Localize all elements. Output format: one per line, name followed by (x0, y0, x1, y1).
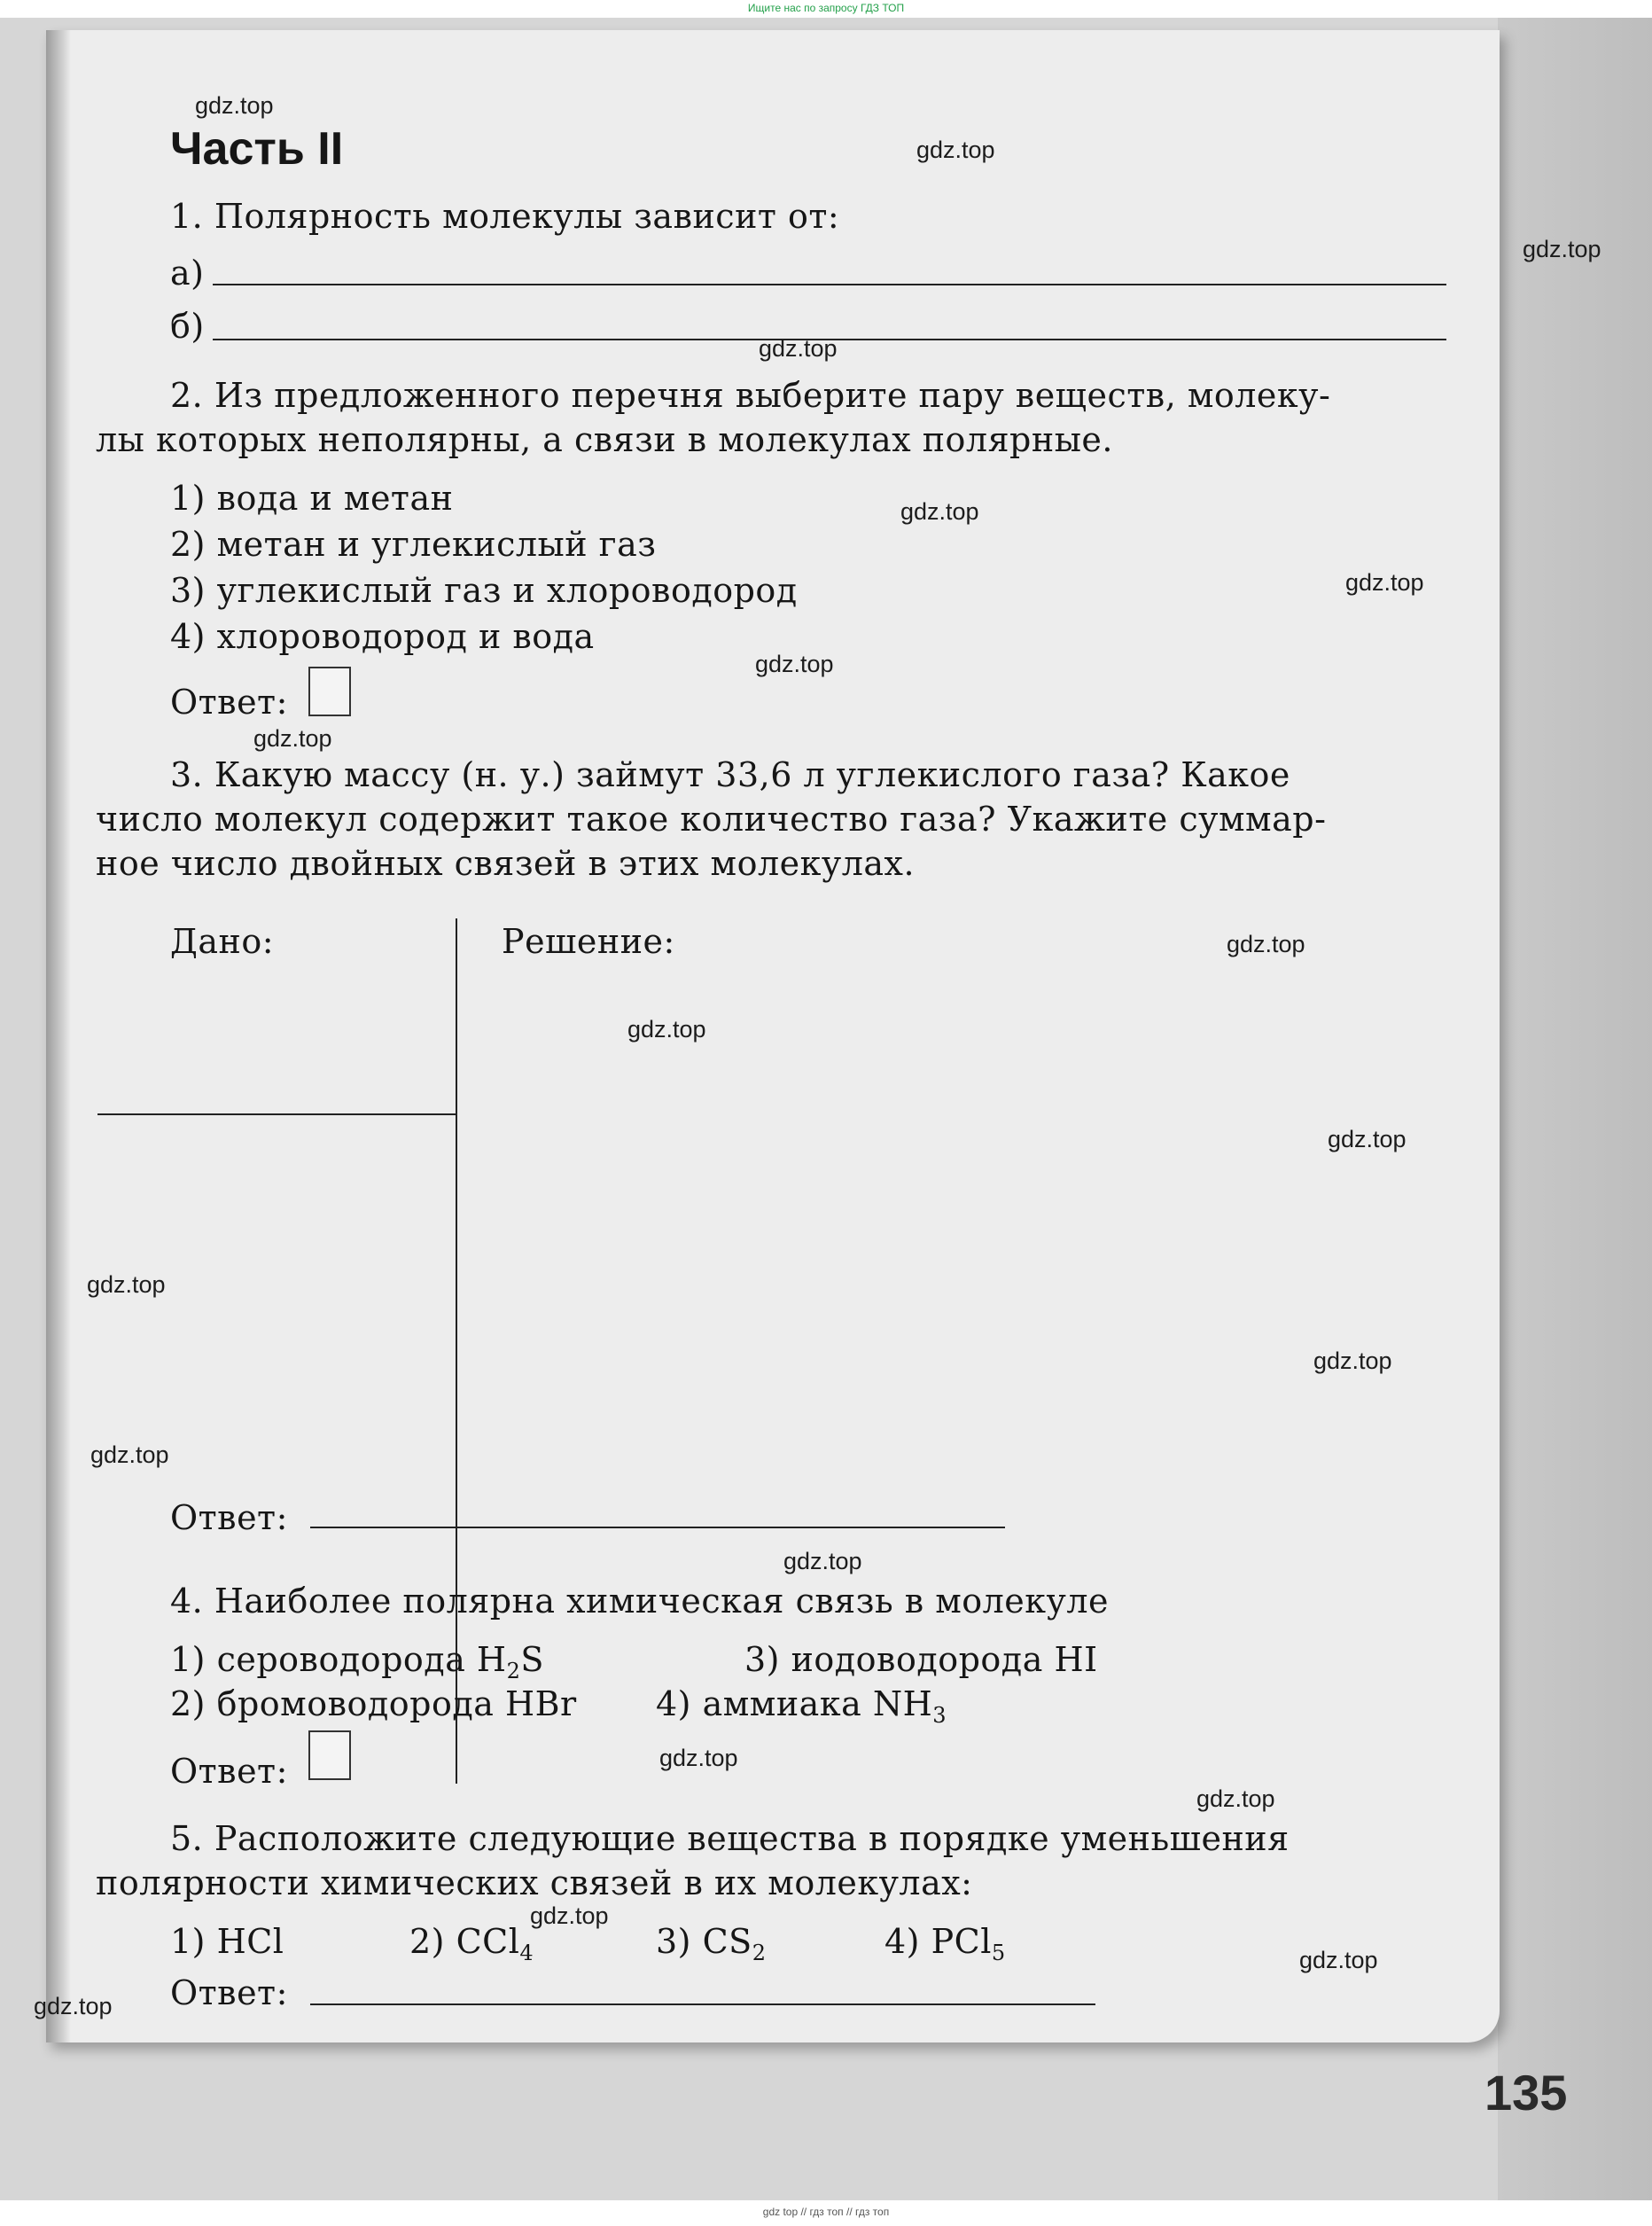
q4-option-3: 3) иодоводорода HI (744, 1640, 1098, 1679)
watermark: gdz.top (253, 725, 332, 752)
section-title: Часть II (170, 123, 344, 175)
q3-line2: число молекул содержит такое количество газа? Укажите суммар- (96, 800, 1327, 839)
watermark: gdz.top (900, 498, 979, 525)
watermark: gdz.top (627, 1016, 706, 1043)
q5-answer-line[interactable] (310, 2003, 1095, 2005)
q2-option-4: 4) хлороводород и вода (170, 617, 595, 656)
watermark: gdz.top (1345, 569, 1424, 596)
q2-option-3: 3) углекислый газ и хлороводород (170, 571, 798, 610)
top-banner[interactable]: Ищите нас по запросу ГДЗ ТОП (0, 0, 1652, 18)
q3-given-label: Дано: (170, 922, 275, 961)
bottom-banner[interactable]: gdz top // гдз топ // гдз топ (0, 2200, 1652, 2226)
watermark: gdz.top (1313, 1347, 1392, 1374)
q5-option-3: 3) $CS_2$ (656, 1922, 767, 1965)
q2-line1: 2. Из предложенного перечня выберите пару веществ, молеку- (170, 376, 1331, 415)
watermark: gdz.top (1299, 1947, 1378, 1973)
q4-option-4: 4) аммиака $NH_3$ (656, 1684, 947, 1728)
watermark: gdz.top (195, 92, 274, 119)
q1-a-answer-line[interactable] (213, 284, 1446, 285)
q5-option-2: 2) CCl$_4$ (409, 1922, 534, 1965)
q5-option-1: 1) HCl (170, 1922, 284, 1961)
q4-answer-box[interactable] (308, 1730, 351, 1780)
q3-line1: 3. Какую массу (н. у.) займут 33,6 л углекислого газа? Какое (170, 755, 1290, 794)
watermark: gdz.top (1523, 236, 1601, 262)
q4-answer-label: Ответ: (170, 1752, 288, 1791)
page-gutter (46, 30, 71, 2042)
q3-line3: ное число двойных связей в этих молекулах. (96, 844, 916, 883)
watermark: gdz.top (90, 1441, 169, 1468)
q2-option-1: 1) вода и метан (170, 479, 454, 518)
q4-option-2: 2) бромоводорода HBr (170, 1684, 577, 1723)
page-number: 135 (1484, 2065, 1568, 2121)
q2-answer-box[interactable] (308, 667, 351, 716)
textbook-page (46, 30, 1500, 2042)
watermark: gdz.top (759, 335, 838, 362)
watermark: gdz.top (87, 1271, 166, 1298)
q5-answer-label: Ответ: (170, 1973, 288, 2012)
q1-b-label: б) (170, 307, 205, 346)
q1-text: 1. Полярность молекулы зависит от: (170, 197, 840, 236)
q3-solution-label: Решение: (502, 922, 675, 961)
q5-line1: 5. Расположите следующие вещества в порядке уменьшения (170, 1819, 1290, 1858)
q5-line2: полярности химических связей в их молекулах: (96, 1863, 973, 1902)
q2-option-2: 2) метан и углекислый газ (170, 525, 657, 564)
q4-option-1: 1) сероводорода $H_2S$ (170, 1640, 544, 1683)
q2-answer-label: Ответ: (170, 683, 288, 722)
watermark: gdz.top (659, 1745, 738, 1771)
watermark: gdz.top (34, 1993, 113, 2019)
watermark: gdz.top (1196, 1785, 1275, 1812)
background-edge (1498, 18, 1652, 2200)
q3-divider-horizontal (97, 1113, 457, 1115)
watermark: gdz.top (755, 651, 834, 677)
q3-answer-label: Ответ: (170, 1498, 288, 1537)
watermark: gdz.top (783, 1548, 862, 1574)
watermark: gdz.top (916, 137, 995, 163)
q1-a-label: а) (170, 254, 205, 293)
q3-answer-line[interactable] (310, 1527, 1005, 1528)
q4-text: 4. Наиболее полярна химическая связь в молекуле (170, 1582, 1110, 1621)
watermark: gdz.top (530, 1902, 609, 1929)
q5-option-4: 4) PCl$_5$ (884, 1922, 1006, 1965)
watermark: gdz.top (1227, 931, 1305, 957)
q2-line2: лы которых неполярны, а связи в молекулах полярные. (96, 420, 1114, 459)
watermark: gdz.top (1328, 1126, 1407, 1152)
